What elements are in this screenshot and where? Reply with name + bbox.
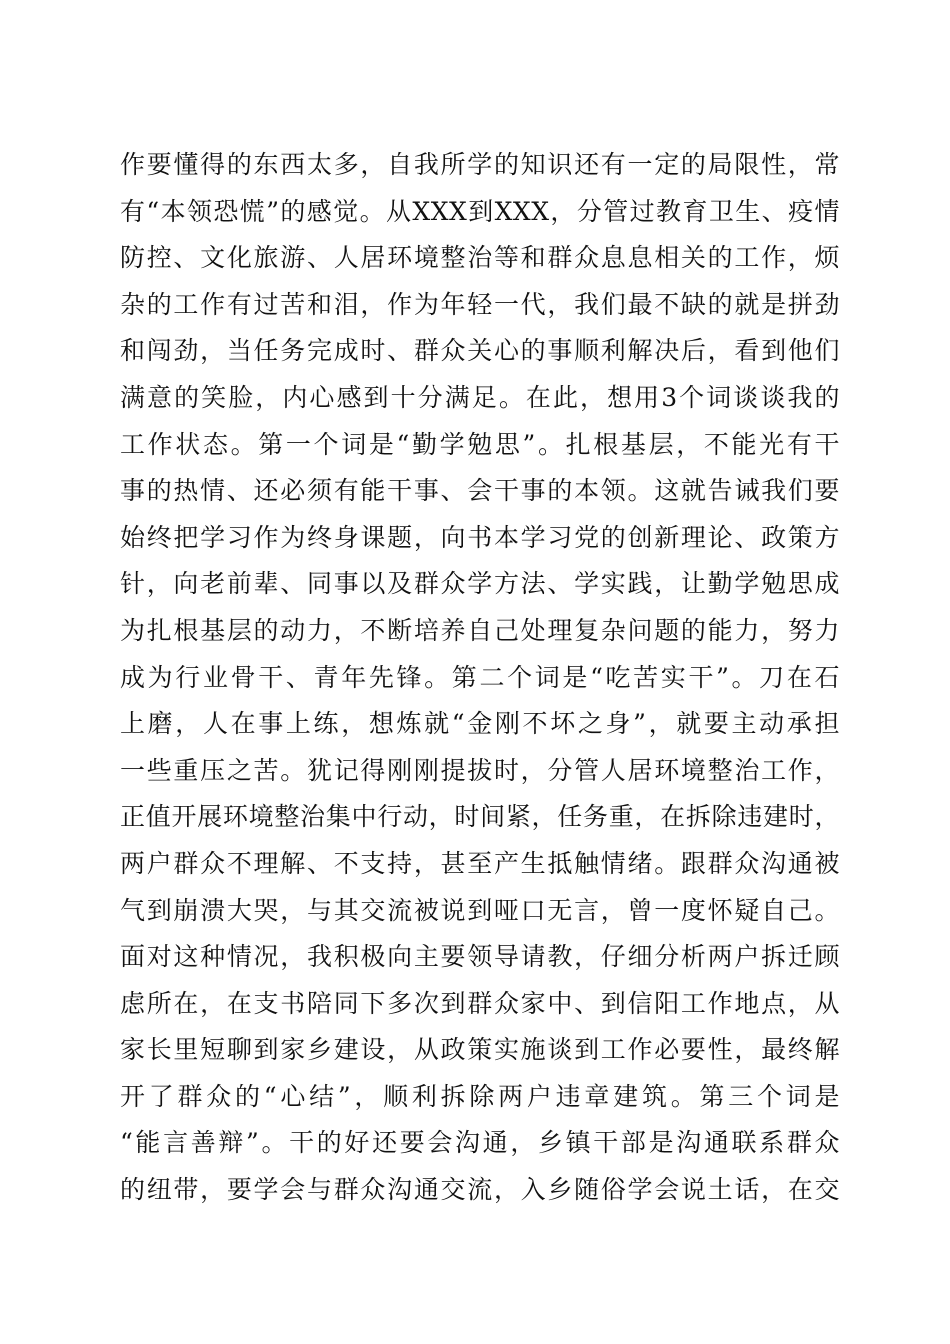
text-line: 两户群众不理解、不支持，甚至产生抵触情绪。跟群众沟通被 xyxy=(120,848,840,878)
text-line: 一些重压之苦。犹记得刚刚提拔时，分管人居环境整治工作， xyxy=(120,755,840,785)
text-line: 满意的笑脸，内心感到十分满足。在此，想用3个词谈谈我的 xyxy=(120,382,840,412)
text-line: 防控、文化旅游、人居环境整治等和群众息息相关的工作，烦 xyxy=(120,243,840,273)
text-line: 为扎根基层的动力，不断培养自己处理复杂问题的能力，努力 xyxy=(120,615,840,645)
text-line: 开了群众的“心结”，顺利拆除两户违章建筑。第三个词是 xyxy=(120,1081,840,1111)
text-line: “能言善辩”。干的好还要会沟通，乡镇干部是沟通联系群众 xyxy=(120,1128,840,1158)
body-text xyxy=(120,142,840,1214)
text-line: 的纽带，要学会与群众沟通交流，入乡随俗学会说土话，在交 xyxy=(120,1175,840,1205)
text-line: 上磨，人在事上练，想炼就“金刚不坏之身”，就要主动承担 xyxy=(120,709,840,739)
text-line: 和闯劲，当任务完成时、群众关心的事顺利解决后，看到他们 xyxy=(120,336,840,366)
text-line: 杂的工作有过苦和泪，作为年轻一代，我们最不缺的就是拼劲 xyxy=(120,289,840,319)
text-line: 针，向老前辈、同事以及群众学方法、学实践，让勤学勉思成 xyxy=(120,569,840,599)
text-line: 虑所在，在支书陪同下多次到群众家中、到信阳工作地点，从 xyxy=(120,988,840,1018)
text-line: 家长里短聊到家乡建设，从政策实施谈到工作必要性，最终解 xyxy=(120,1035,840,1065)
text-line: 作要懂得的东西太多，自我所学的知识还有一定的局限性，常 xyxy=(120,150,840,179)
text-line: 正值开展环境整治集中行动，时间紧，任务重，在拆除违建时， xyxy=(120,802,840,832)
text-line: 成为行业骨干、青年先锋。第二个词是“吃苦实干”。刀在石 xyxy=(120,662,840,692)
text-line: 工作状态。第一个词是“勤学勉思”。扎根基层，不能光有干 xyxy=(120,429,840,459)
text-line: 气到崩溃大哭，与其交流被说到哑口无言，曾一度怀疑自己。 xyxy=(120,895,840,925)
text-line: 面对这种情况，我积极向主要领导请教，仔细分析两户拆迁顾 xyxy=(120,942,840,972)
text-line: 有“本领恐慌”的感觉。从XXX到XXX，分管过教育卫生、疫情 xyxy=(120,196,840,226)
text-line: 始终把学习作为终身课题，向书本学习党的创新理论、政策方 xyxy=(120,522,840,552)
text-line: 事的热情、还必须有能干事、会干事的本领。这就告诫我们要 xyxy=(120,476,840,506)
